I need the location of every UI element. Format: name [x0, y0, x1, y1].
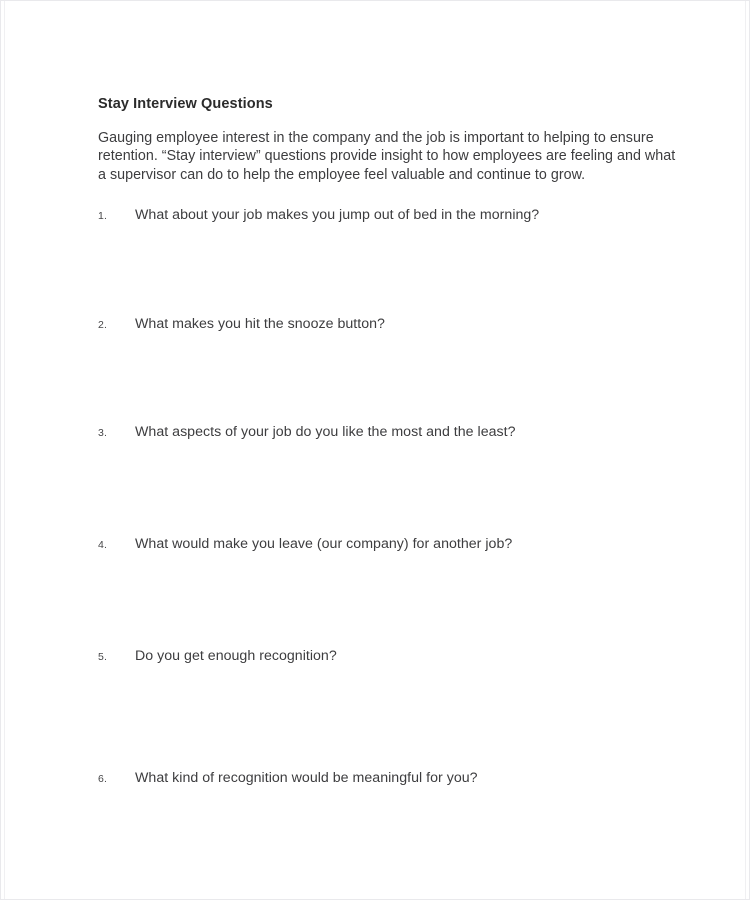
question-item — [98, 769, 688, 789]
question-number: 3. — [98, 427, 107, 439]
intro-paragraph: Gauging employee interest in the company and the job is important to helping to ensure retention. “Stay interview” questions provide insight to how employees are feeling and what a supervisor can do to help the employee feel valuable and continue to grow. — [98, 130, 676, 183]
question-number: 4. — [98, 539, 107, 551]
answer-space[interactable] — [135, 228, 683, 312]
answer-space[interactable] — [135, 557, 683, 641]
answer-space[interactable] — [135, 669, 683, 753]
question-item — [98, 206, 688, 226]
question-text: What kind of recognition would be meaningful for you? — [135, 770, 478, 786]
question-text: What makes you hit the snooze button? — [135, 316, 385, 332]
answer-space[interactable] — [135, 337, 683, 421]
question-text: Do you get enough recognition? — [135, 648, 337, 664]
answer-space[interactable] — [135, 791, 683, 875]
page-title: Stay Interview Questions — [98, 96, 273, 112]
question-item — [98, 647, 688, 667]
question-text: What would make you leave (our company) for another job? — [135, 536, 513, 552]
question-item — [98, 423, 688, 443]
question-number: 5. — [98, 651, 107, 663]
answer-space[interactable] — [135, 445, 683, 529]
question-item — [98, 315, 688, 335]
question-text: What aspects of your job do you like the most and the least? — [135, 424, 516, 440]
question-number: 1. — [98, 210, 107, 222]
question-number: 2. — [98, 319, 107, 331]
question-text: What about your job makes you jump out of bed in the morning? — [135, 207, 540, 223]
question-item — [98, 535, 688, 555]
question-number: 6. — [98, 773, 107, 785]
